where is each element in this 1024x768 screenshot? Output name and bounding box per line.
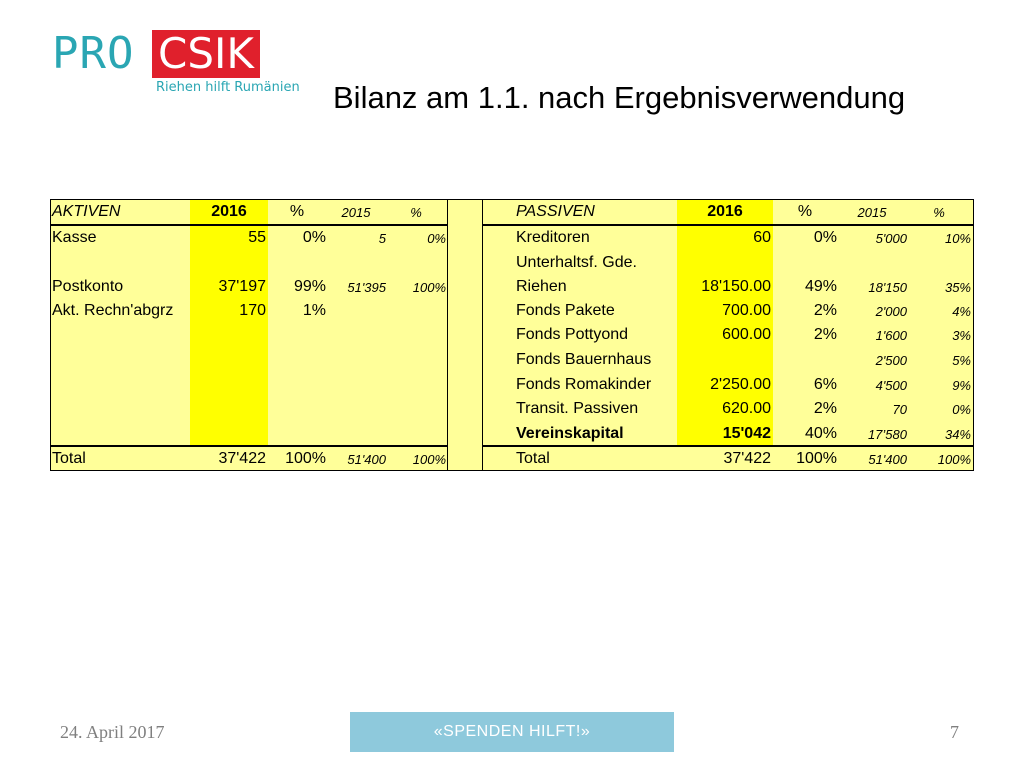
passiven-row-2015: 2'500 xyxy=(875,353,907,368)
aktiven-row-2016: 37'197 xyxy=(218,278,266,295)
passiven-row-pct-2016: 40% xyxy=(804,425,837,442)
passiven-total-2015: 51'400 xyxy=(868,452,907,467)
passiven-row-2016: 15'042 xyxy=(722,425,771,442)
passiven-row-label: Riehen xyxy=(516,278,567,295)
passiven-row-label: Fonds Pottyond xyxy=(516,326,629,343)
passiven-row-pct-2015: 9% xyxy=(952,378,971,393)
passiven-row-2015: 2'000 xyxy=(875,304,907,319)
spenden-hilft-button[interactable]: «SPENDEN HILFT!» xyxy=(350,712,674,752)
passiven-row-pct-2016: 0% xyxy=(813,229,837,246)
passiven-row-label: Vereinskapital xyxy=(516,425,624,442)
table-border-left xyxy=(50,199,51,471)
aktiven-row-pct-2015: 0% xyxy=(427,231,446,246)
aktiven-header-2015: 2015 xyxy=(341,205,371,220)
passiven-row-pct-2015: 0% xyxy=(952,402,971,417)
aktiven-row-pct-2015: 100% xyxy=(412,280,446,295)
passiven-header-2016: 2016 xyxy=(707,203,743,220)
footer-date: 24. April 2017 xyxy=(60,722,165,742)
passiven-total-pct-2015: 100% xyxy=(937,452,971,467)
passiven-header-label: PASSIVEN xyxy=(516,203,595,220)
aktiven-row-pct-2016: 0% xyxy=(302,229,326,246)
aktiven-total-pct-2016: 100% xyxy=(285,450,326,467)
passiven-row-pct-2015: 35% xyxy=(944,280,971,295)
aktiven-header-2016: 2016 xyxy=(211,203,247,220)
passiven-row-label: Kreditoren xyxy=(516,229,590,246)
table-border-right xyxy=(973,199,974,471)
passiven-header-2015: 2015 xyxy=(857,205,887,220)
passiven-row-label: Fonds Bauernhaus xyxy=(516,351,652,368)
aktiven-row-2016: 55 xyxy=(248,229,266,246)
passiven-row-label: Unterhaltsf. Gde. xyxy=(516,254,637,271)
passiven-total-label: Total xyxy=(516,450,550,467)
aktiven-row-label: Kasse xyxy=(52,229,97,246)
slide-title: Bilanz am 1.1. nach Ergebnisverwendung xyxy=(333,80,906,115)
passiven-row-pct-2016: 2% xyxy=(813,400,837,417)
page-number: 7 xyxy=(950,722,959,742)
passiven-total-pct-2016: 100% xyxy=(796,450,837,467)
passiven-row-2016: 700.00 xyxy=(722,302,771,319)
passiven-header-pct-2015: % xyxy=(933,205,945,220)
aktiven-row-label: Postkonto xyxy=(52,278,124,295)
aktiven-total-pct-2015: 100% xyxy=(412,452,446,467)
passiven-total-2016: 37'422 xyxy=(723,450,771,467)
passiven-row-2015: 18'150 xyxy=(868,280,907,295)
aktiven-header-pct-2016: % xyxy=(289,203,305,220)
passiven-row-2015: 5'000 xyxy=(875,231,907,246)
passiven-row-2016: 18'150.00 xyxy=(701,278,771,295)
aktiven-row-2016: 170 xyxy=(239,302,266,319)
aktiven-row-2015: 51'395 xyxy=(347,280,386,295)
passiven-row-pct-2016: 2% xyxy=(813,302,837,319)
balance-table xyxy=(50,199,974,471)
passiven-row-pct-2015: 3% xyxy=(952,328,971,343)
passiven-row-2016: 600.00 xyxy=(722,326,771,343)
passiven-row-2016: 620.00 xyxy=(722,400,771,417)
passiven-row-2015: 4'500 xyxy=(875,378,907,393)
aktiven-row-pct-2016: 99% xyxy=(293,278,326,295)
passiven-row-2015: 1'600 xyxy=(875,328,907,343)
logo-pro-text: PRO xyxy=(52,28,135,79)
passiven-row-label: Fonds Romakinder xyxy=(516,376,652,393)
column-divider-left xyxy=(447,199,448,471)
passiven-row-pct-2015: 10% xyxy=(944,231,971,246)
passiven-row-label: Fonds Pakete xyxy=(516,302,615,319)
passiven-row-2016: 60 xyxy=(753,229,771,246)
passiven-row-pct-2016: 2% xyxy=(813,326,837,343)
aktiven-row-2015: 5 xyxy=(378,231,386,246)
passiven-row-2015: 70 xyxy=(892,402,907,417)
aktiven-total-label: Total xyxy=(52,450,86,467)
passiven-header-pct-2016: % xyxy=(797,203,813,220)
aktiven-total-2016: 37'422 xyxy=(218,450,266,467)
passiven-row-pct-2015: 4% xyxy=(952,304,971,319)
aktiven-header-label: AKTIVEN xyxy=(52,203,121,220)
passiven-row-pct-2015: 5% xyxy=(952,353,971,368)
passiven-row-2015: 17’580 xyxy=(867,427,907,442)
aktiven-header-pct-2015: % xyxy=(410,205,422,220)
aktiven-row-label: Akt. Rechn'abgrz xyxy=(52,302,174,319)
passiven-row-2016: 2'250.00 xyxy=(710,376,771,393)
logo-csik-text: CSIK xyxy=(152,30,260,78)
passiven-row-pct-2015: 34% xyxy=(944,427,971,442)
column-divider-right xyxy=(482,199,483,471)
aktiven-total-2015: 51'400 xyxy=(347,452,386,467)
procsik-logo xyxy=(52,28,300,100)
aktiven-row-pct-2016: 1% xyxy=(302,302,326,319)
logo-tagline: Riehen hilft Rumänien xyxy=(156,80,300,95)
passiven-row-pct-2016: 6% xyxy=(813,376,837,393)
passiven-row-pct-2016: 49% xyxy=(804,278,837,295)
passiven-row-label: Transit. Passiven xyxy=(516,400,639,417)
